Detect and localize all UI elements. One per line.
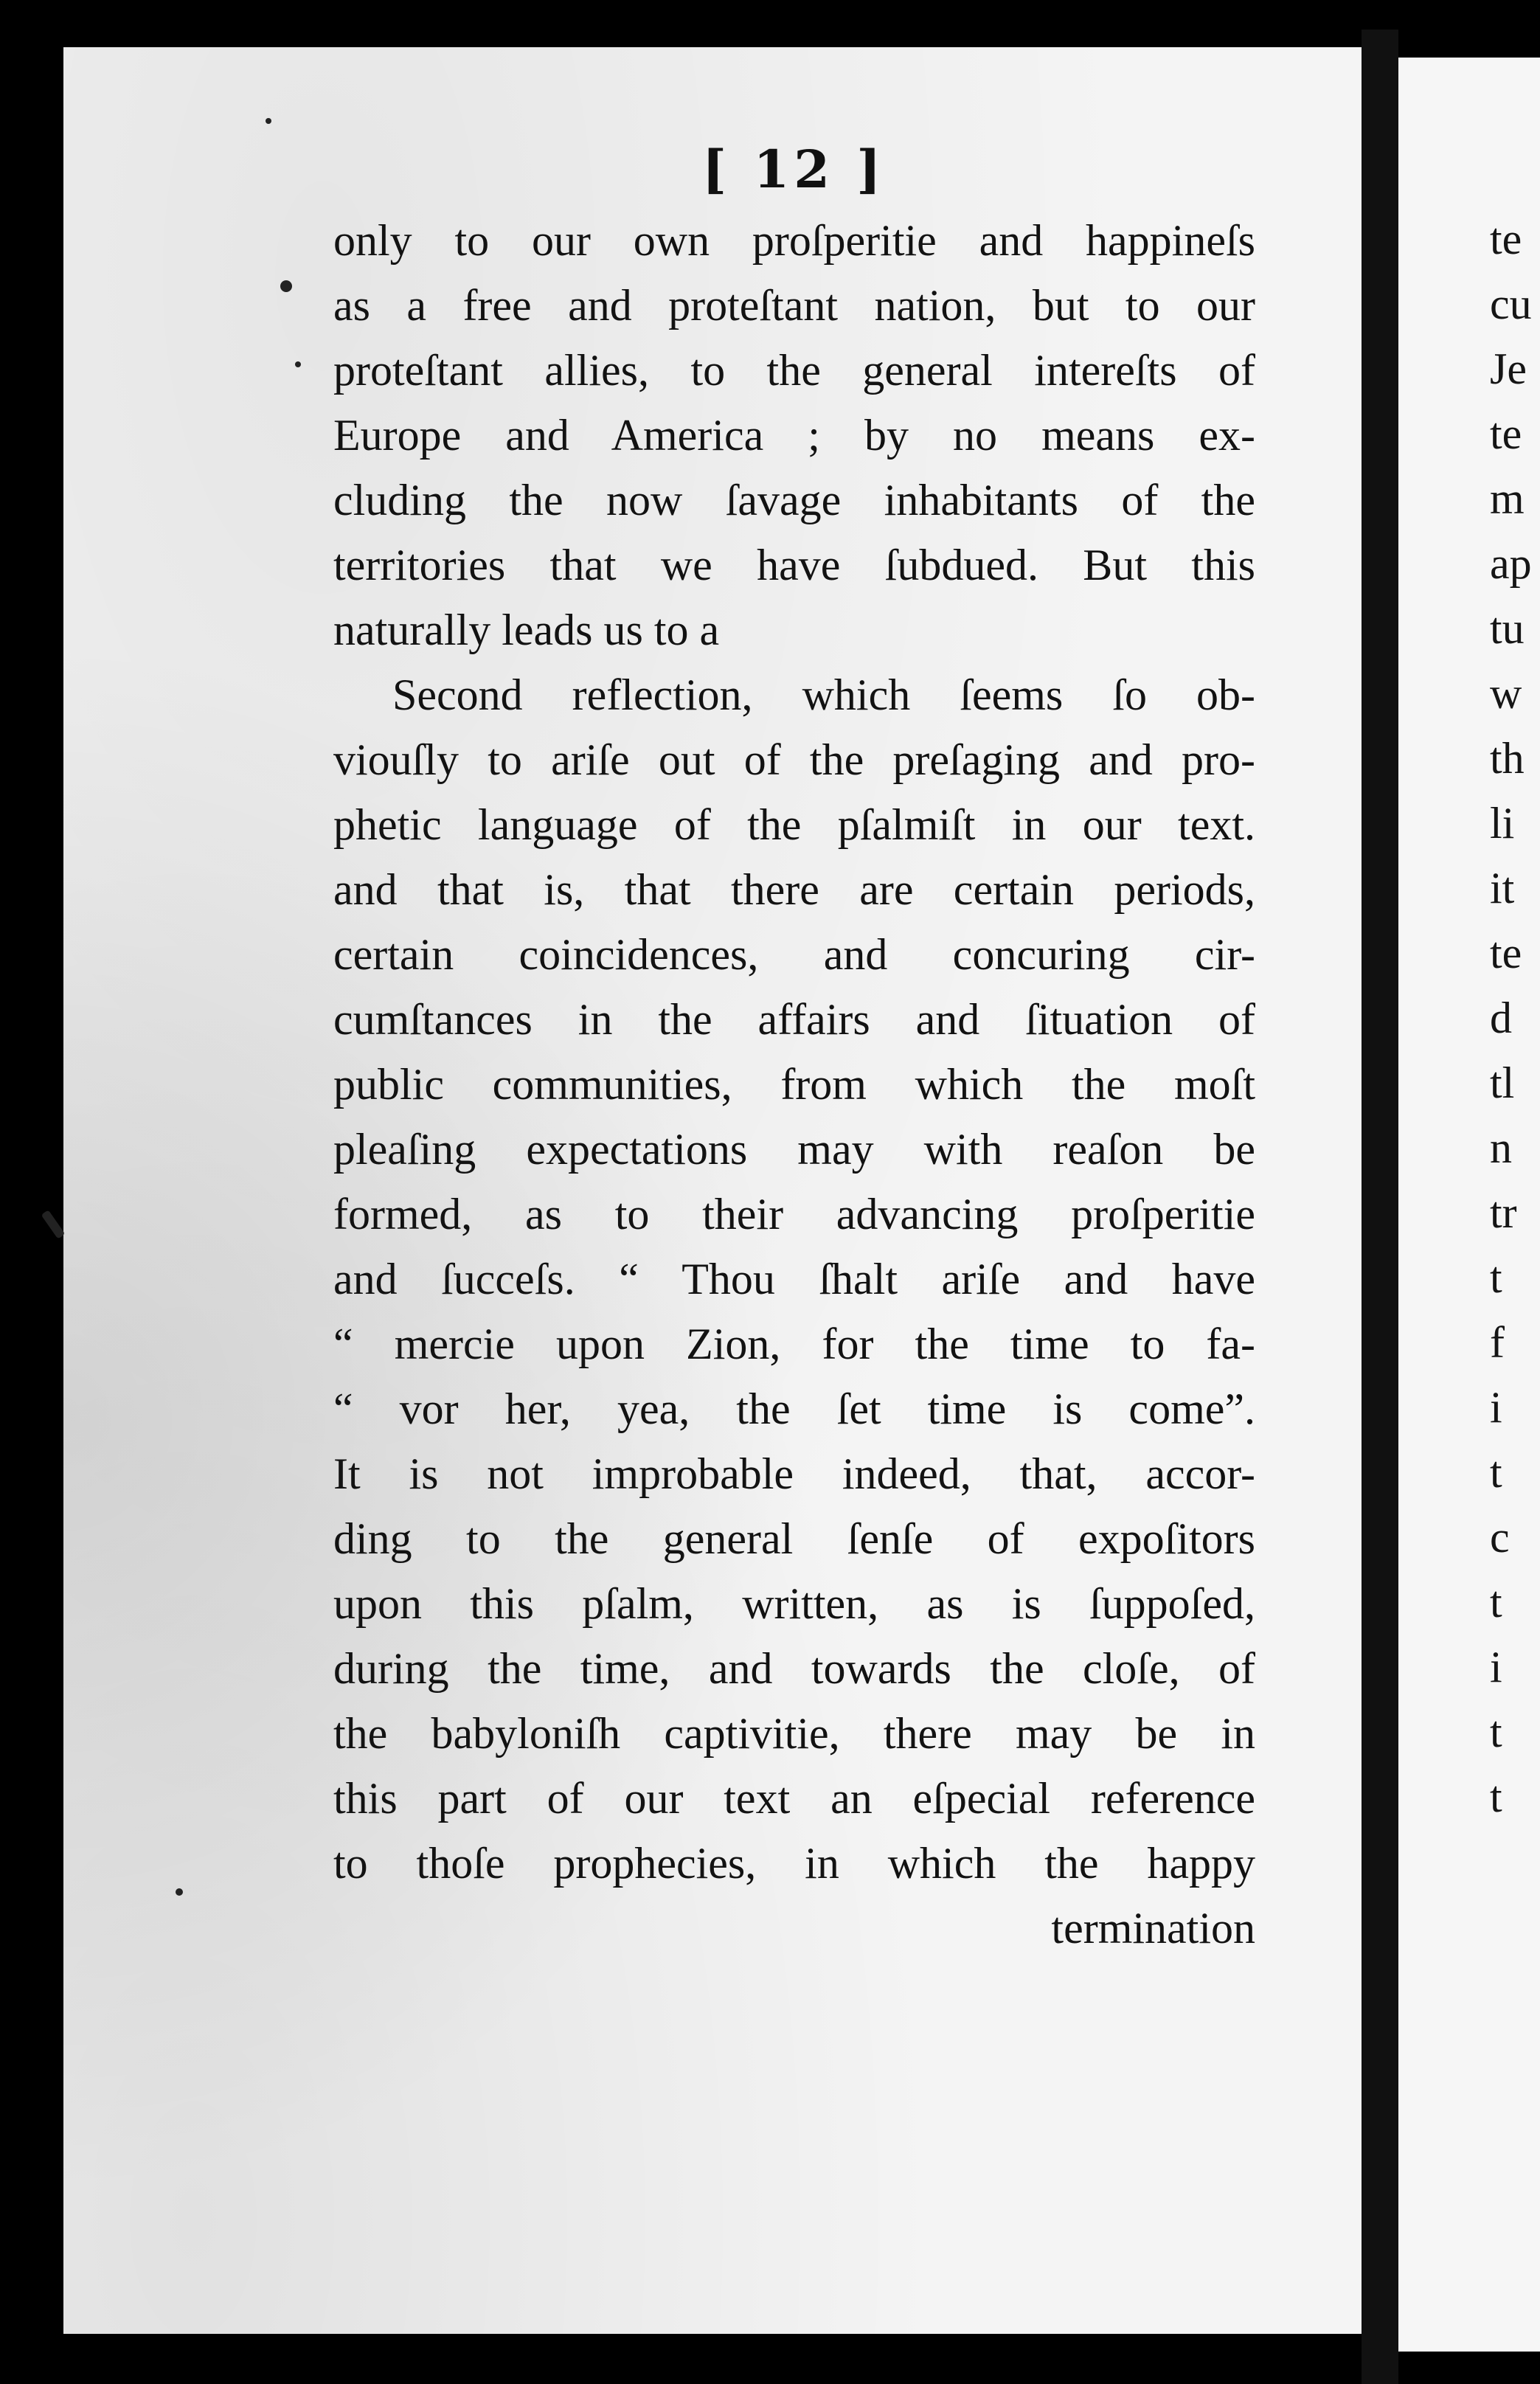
book-page-right-cropped: [1398, 58, 1540, 2352]
facing-page-fragment: m: [1490, 474, 1525, 523]
facing-page-fragment: i: [1490, 1383, 1502, 1432]
text-line: “ vor her, yea, the ſet time is come”.: [333, 1385, 1255, 1433]
text-line: upon this pſalm, written, as is ſuppoſed,: [333, 1579, 1255, 1628]
facing-page-fragment: f: [1490, 1318, 1505, 1367]
ink-speck: [176, 1888, 183, 1896]
text-line: “ mercie upon Zion, for the time to fa-: [333, 1320, 1255, 1368]
text-line: and ſucceſs. “ Thou ſhalt ariſe and have: [333, 1255, 1255, 1303]
facing-page-fragment: t: [1490, 1708, 1502, 1756]
facing-page-fragment: w: [1490, 669, 1522, 718]
facing-page-fragment: t: [1490, 1578, 1502, 1626]
facing-page-fragment: c: [1490, 1513, 1510, 1562]
text-line: as a free and proteſtant nation, but to our: [333, 281, 1255, 330]
text-line: proteſtant allies, to the general intereſts of: [333, 346, 1255, 395]
text-line: cumſtances in the affairs and ſituation of: [333, 995, 1255, 1044]
text-line: ding to the general ſenſe of expoſitors: [333, 1514, 1255, 1563]
text-line: It is not improbable indeed, that, accor-: [333, 1449, 1255, 1498]
ink-speck: [266, 118, 271, 124]
text-line: cluding the now ſavage inhabitants of the: [333, 476, 1255, 524]
facing-page-fragment: tr: [1490, 1188, 1517, 1237]
ink-speck: [295, 361, 301, 367]
facing-page-fragment: tl: [1490, 1058, 1515, 1107]
text-line: to thoſe prophecies, in which the happy: [333, 1839, 1255, 1888]
facing-page-fragment: d: [1490, 994, 1512, 1042]
facing-page-fragment: t: [1490, 1773, 1502, 1821]
facing-page-fragment: te: [1490, 215, 1522, 263]
text-line: only to our own proſperitie and happineſs: [333, 216, 1255, 265]
text-line: and that is, that there are certain periods,: [333, 865, 1255, 914]
facing-page-fragment: Je: [1490, 344, 1527, 393]
text-line: formed, as to their advancing proſperitie: [333, 1190, 1255, 1238]
text-line: phetic language of the pſalmiſt in our text.: [333, 800, 1255, 849]
body-text: [333, 208, 1255, 1961]
text-line: viouſly to ariſe out of the preſaging and pro-: [333, 735, 1255, 784]
facing-page-fragment: n: [1490, 1123, 1512, 1172]
text-line: pleaſing expectations may with reaſon be: [333, 1125, 1255, 1174]
text-line: Second reflection, which ſeems ſo ob-: [392, 670, 1255, 719]
text-line: certain coincidences, and concuring cir-: [333, 930, 1255, 979]
text-line: naturally leads us to a: [333, 606, 720, 654]
facing-page-fragment: cu: [1490, 280, 1532, 328]
text-line: Europe and America ; by no means ex-: [333, 411, 1255, 460]
facing-page-fragment: t: [1490, 1253, 1502, 1302]
facing-page-fragment: li: [1490, 799, 1515, 848]
book-gutter: [1362, 30, 1398, 2384]
text-line: the babyloniſh captivitie, there may be in: [333, 1709, 1255, 1758]
facing-page-fragment: t: [1490, 1448, 1502, 1497]
page-number: [ 12 ]: [702, 139, 886, 200]
ink-speck: [41, 1210, 66, 1239]
text-line: this part of our text an eſpecial reference: [333, 1774, 1255, 1823]
ink-speck: [280, 280, 292, 292]
text-line: territories that we have ſubdued. But this: [333, 541, 1255, 589]
catchword: termination: [1051, 1904, 1255, 1952]
text-line: public communities, from which the moſt: [333, 1060, 1255, 1109]
facing-page-fragment: te: [1490, 929, 1522, 977]
facing-page-fragment: th: [1490, 734, 1525, 783]
facing-page-fragment: it: [1490, 864, 1515, 912]
facing-page-fragment: i: [1490, 1643, 1502, 1691]
facing-page-fragment: tu: [1490, 604, 1525, 653]
text-line: during the time, and towards the cloſe, of: [333, 1644, 1255, 1693]
facing-page-fragment: ap: [1490, 539, 1532, 588]
facing-page-fragment: te: [1490, 409, 1522, 458]
